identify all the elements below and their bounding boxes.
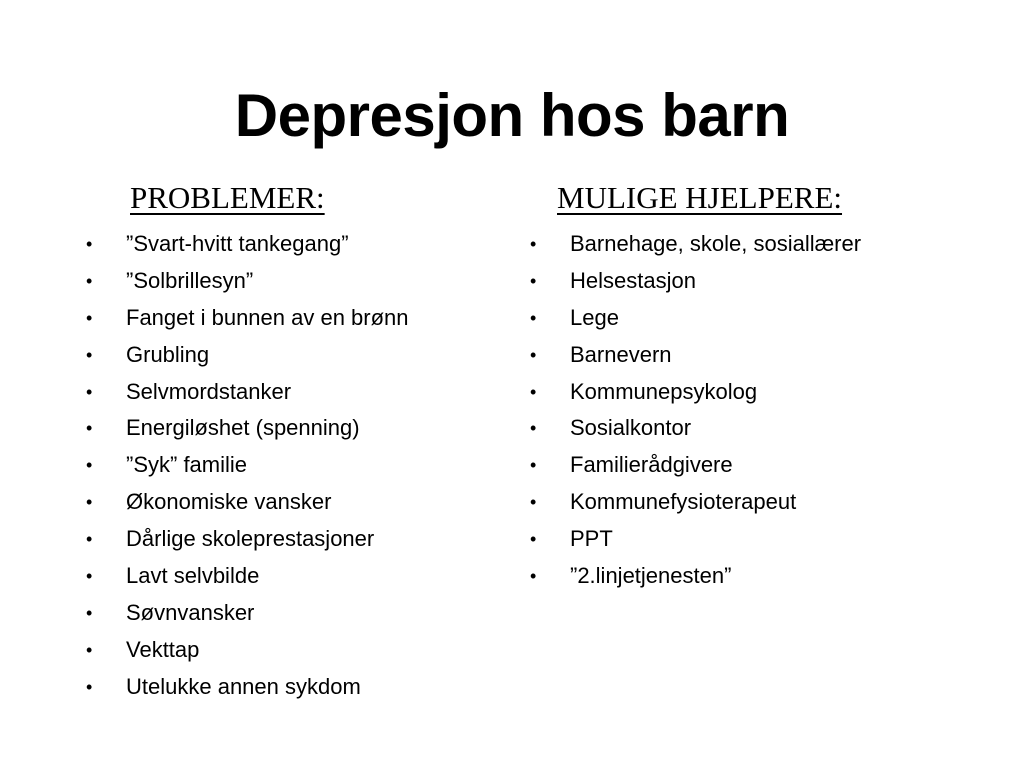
problem-item-label: ”Svart-hvitt tankegang” (126, 231, 349, 256)
problem-item-label: Økonomiske vansker (126, 489, 332, 515)
list-item (530, 226, 861, 263)
problem-item-label: ”Solbrillesyn” (126, 267, 254, 293)
bullet-icon: • (86, 639, 93, 660)
bullet-icon: • (86, 529, 93, 550)
helpers-heading: MULIGE HJELPERE: (557, 180, 843, 215)
bullet-icon: • (530, 566, 537, 587)
list-item (530, 300, 861, 337)
list-item (86, 447, 409, 484)
problem-item-label: Dårlige skoleprestasjoner (126, 526, 375, 552)
helper-item-label: Sosialkontor (570, 415, 692, 441)
list-item (86, 558, 409, 595)
list-item (86, 263, 409, 300)
problem-item-label: Søvnvansker (126, 599, 255, 625)
slide-title: Depresjon hos barn (234, 82, 790, 149)
problem-item-label: Selvmordstanker (126, 378, 292, 404)
problem-item-label: Energiløshet (spenning) (126, 415, 360, 441)
list-item (530, 484, 861, 521)
bullet-icon: • (530, 529, 537, 550)
problem-item-label: Utelukke annen sykdom (126, 673, 361, 699)
bullet-icon: • (530, 234, 537, 254)
bullet-icon: • (530, 418, 537, 439)
list-item (530, 263, 861, 300)
bullet-icon: • (86, 566, 93, 587)
bullet-icon: • (86, 676, 93, 697)
list-item (530, 447, 861, 484)
list-item (86, 484, 409, 521)
list-item (530, 374, 861, 411)
helper-item-label: Barnehage, skole, sosiallærer (570, 231, 862, 256)
bullet-icon: • (86, 270, 93, 291)
bullet-icon: • (530, 270, 537, 291)
list-item (86, 410, 409, 447)
list-item (530, 521, 861, 558)
bullet-icon: • (86, 381, 93, 402)
problem-item-label: ”Syk” familie (126, 452, 248, 478)
bullet-icon: • (86, 492, 93, 513)
bullet-icon: • (86, 455, 93, 476)
bullet-icon: • (530, 307, 537, 328)
helper-item-label: Barnevern (570, 341, 672, 367)
list-item (86, 595, 409, 632)
list-item (530, 410, 861, 447)
list-item (530, 558, 861, 595)
helper-item-label: Familierådgivere (570, 452, 733, 478)
problem-item-label: Fanget i bunnen av en brønn (126, 304, 409, 330)
helper-item-label: PPT (570, 526, 613, 552)
list-item (86, 226, 409, 263)
problem-item-label: Lavt selvbilde (126, 563, 260, 589)
list-item (86, 632, 409, 669)
problems-heading: PROBLEMER: (130, 180, 325, 215)
list-item (86, 669, 409, 706)
bullet-icon: • (86, 344, 93, 365)
helper-item-label: ”2.linjetjenesten” (570, 563, 732, 589)
list-item (86, 300, 409, 337)
helper-item-label: Kommunepsykolog (570, 378, 758, 404)
helpers-list (530, 226, 861, 595)
problems-list (86, 226, 409, 706)
list-item (530, 337, 861, 374)
problem-item-label: Grubling (126, 341, 210, 367)
helper-item-label: Lege (570, 304, 619, 330)
list-item (86, 374, 409, 411)
bullet-icon: • (530, 344, 537, 365)
bullet-icon: • (86, 307, 93, 328)
bullet-icon: • (530, 381, 537, 402)
bullet-icon: • (530, 492, 537, 513)
list-item (86, 521, 409, 558)
helper-item-label: Kommunefysioterapeut (570, 489, 797, 515)
list-item (86, 337, 409, 374)
bullet-icon: • (530, 455, 537, 476)
bullet-icon: • (86, 234, 93, 254)
bullet-icon: • (86, 418, 93, 439)
helper-item-label: Helsestasjon (570, 267, 696, 293)
problem-item-label: Vekttap (126, 636, 200, 662)
bullet-icon: • (86, 602, 93, 623)
